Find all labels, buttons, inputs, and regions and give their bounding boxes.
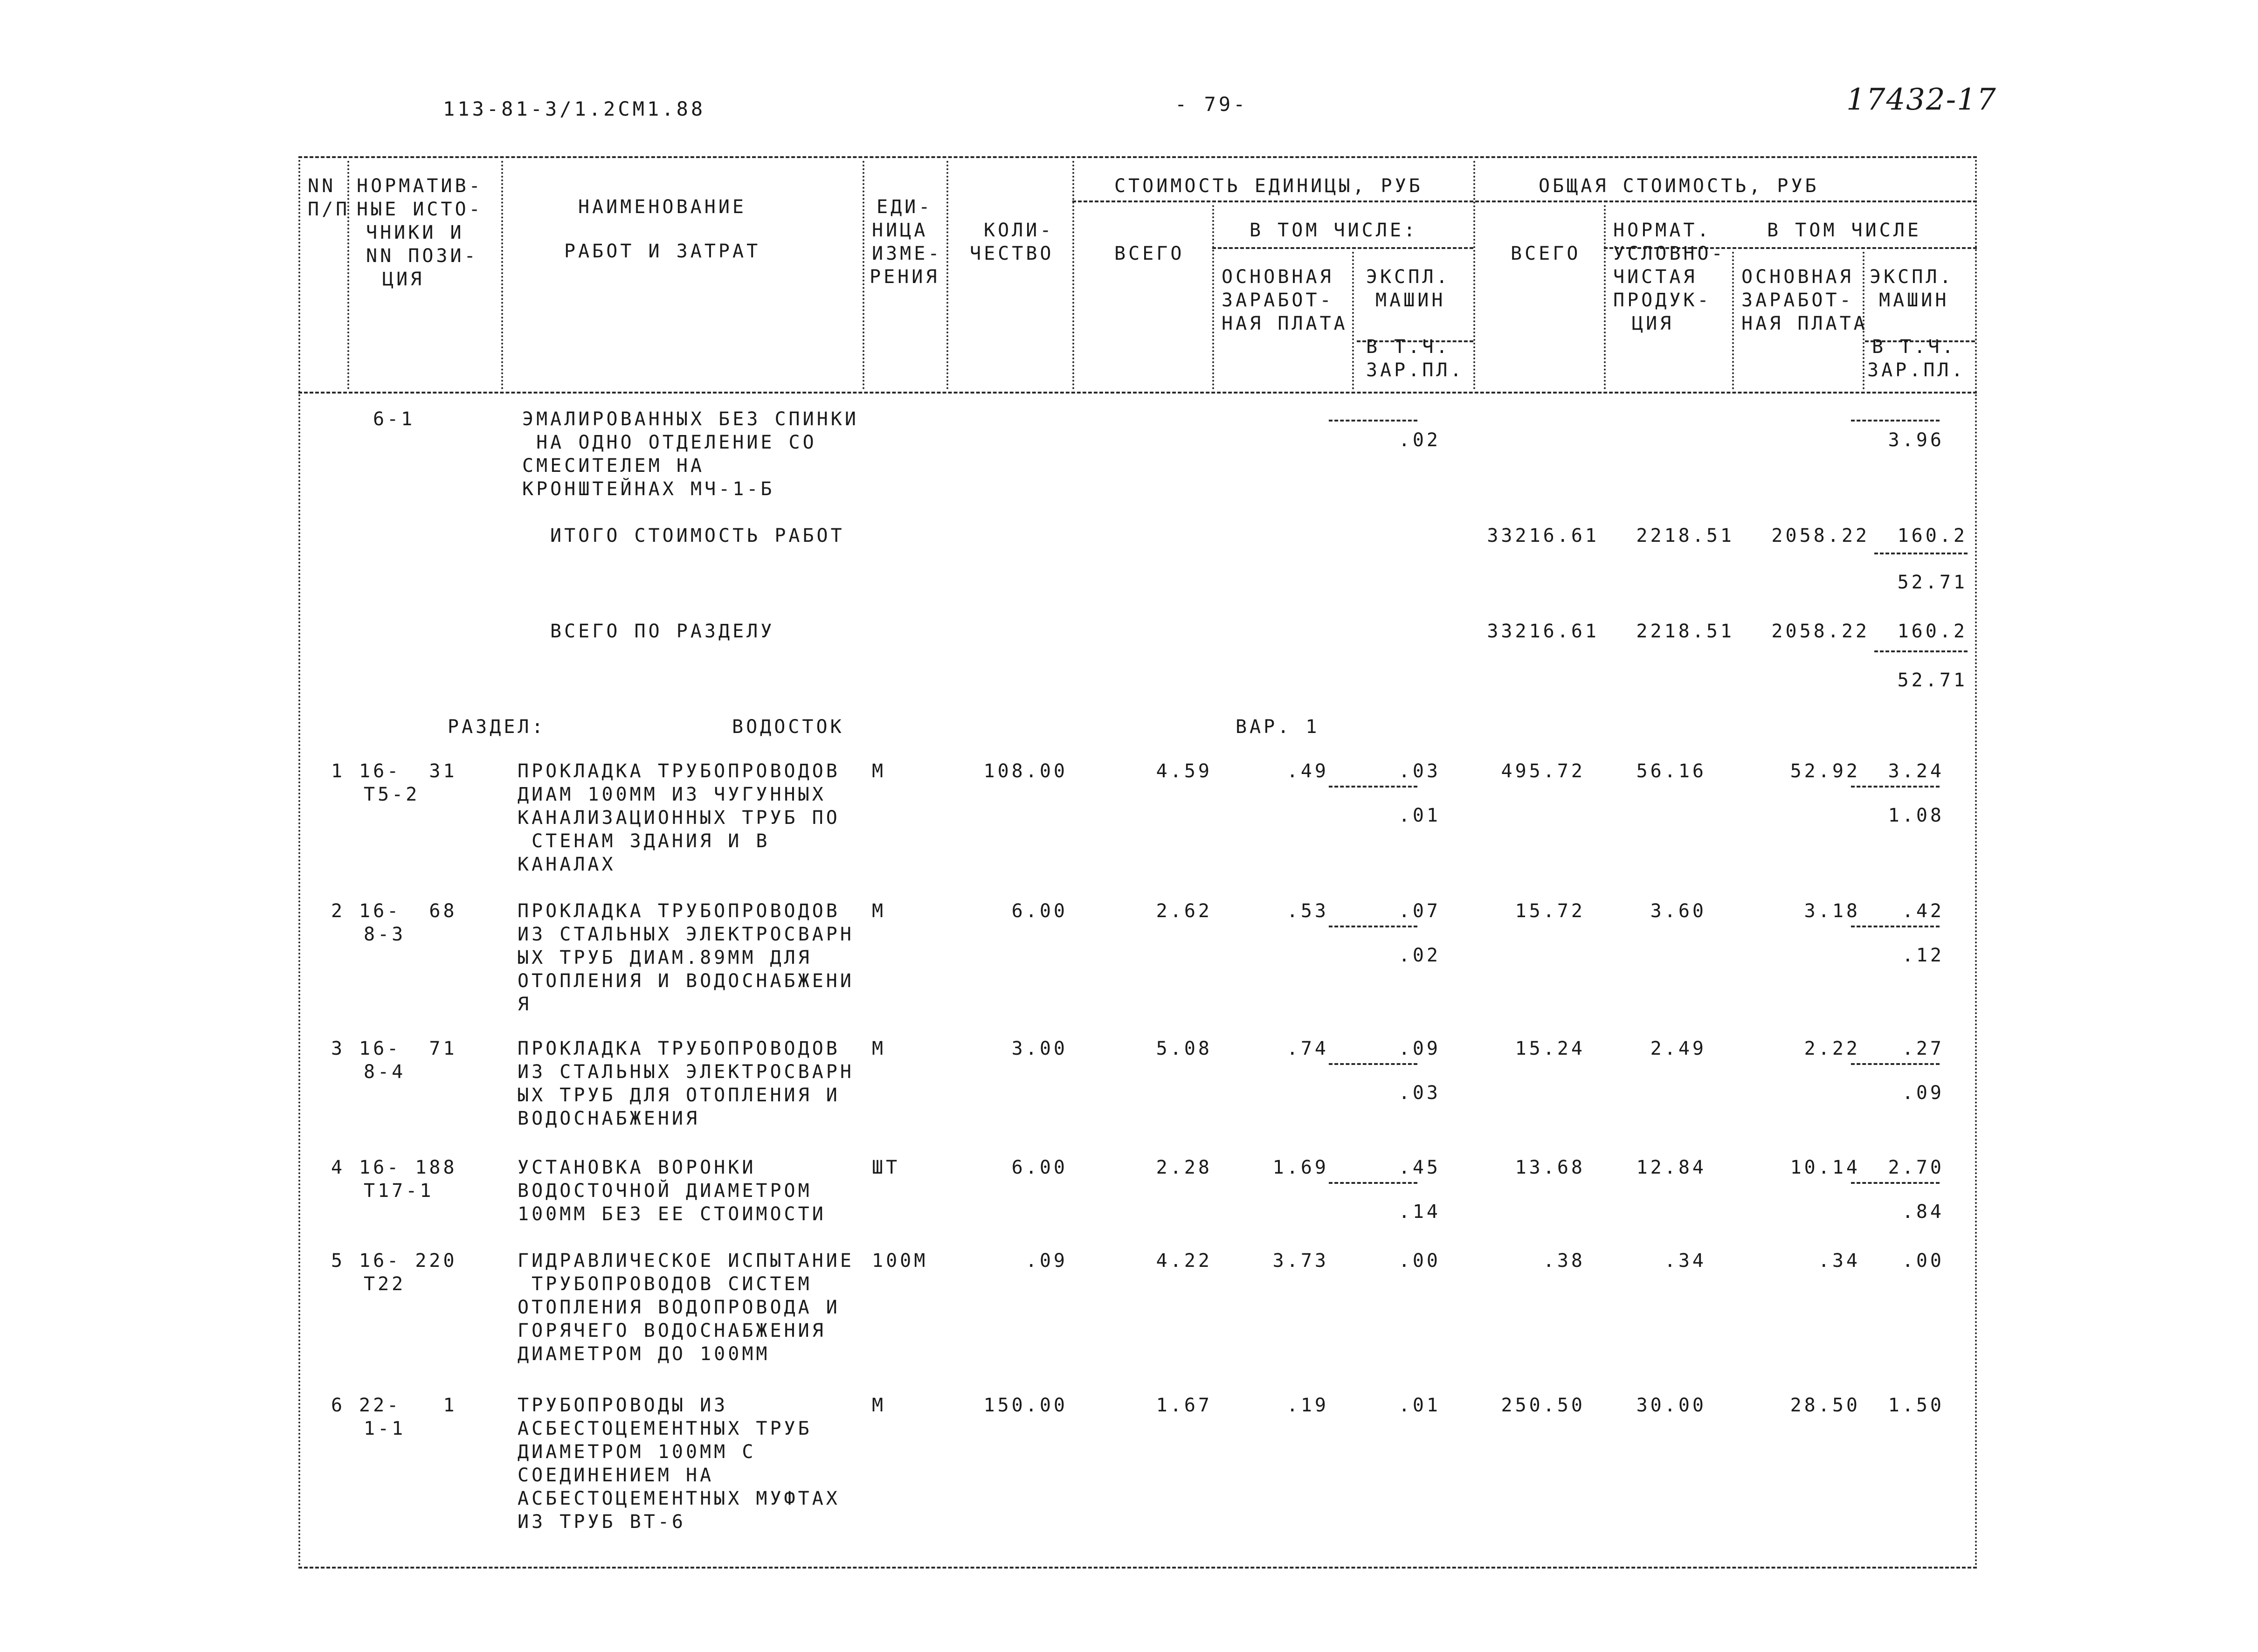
row-code: 16- 188 <box>359 1157 457 1178</box>
hdr-name-2: РАБОТ И ЗАТРАТ <box>564 241 761 262</box>
section-name: ВОДОСТОК <box>732 716 844 738</box>
hdr-norm-t-4: ПРОДУК- <box>1613 290 1712 311</box>
row-number: 3 <box>331 1038 345 1059</box>
total-works-norm: 2218.51 <box>1636 525 1734 546</box>
row-total-wage: .84 <box>1902 1201 1944 1223</box>
page-number: - 79- <box>1175 93 1248 116</box>
row-name-line: ТРУБОПРОВОДЫ ИЗ <box>518 1395 728 1416</box>
row-code: 16- 220 <box>359 1250 457 1272</box>
row-unit: ШТ <box>872 1157 900 1178</box>
row-name-line: СОЕДИНЕНИЕМ НА <box>518 1465 714 1486</box>
row-unit-basic: .49 <box>1286 760 1329 782</box>
table-top-border <box>298 156 1977 158</box>
row-unit-wage: .01 <box>1398 805 1441 826</box>
row-name-line: ИЗ ТРУБ ВТ-6 <box>518 1511 686 1533</box>
total-section-sum: 33216.61 <box>1487 621 1599 642</box>
section-variant: ВАР. 1 <box>1236 716 1320 738</box>
row-number: 5 <box>331 1250 345 1272</box>
row-unit-mach: .45 <box>1398 1157 1441 1178</box>
hdr-basic-3: НАЯ ПЛАТА <box>1222 313 1348 334</box>
total-section-mach-wage: 52.71 <box>1897 670 1968 691</box>
hdr-incl-wage-1: В Т.Ч. <box>1366 336 1450 358</box>
row-number: 2 <box>331 900 345 922</box>
row-unit-mach: .09 <box>1398 1038 1441 1059</box>
row-name-line: ИЗ СТАЛЬНЫХ ЭЛЕКТРОСВАРН <box>518 1061 854 1083</box>
hdr-unit-2: НИЦА <box>872 220 928 241</box>
hdr-norm-t-3: ЧИСТАЯ <box>1613 266 1698 288</box>
row-name-line: Я <box>518 994 532 1015</box>
hdr-mach-2: МАШИН <box>1375 290 1446 311</box>
hdr-incl-wage-t-2: ЗАР.ПЛ. <box>1867 359 1966 381</box>
row-total-wage-dash <box>1851 1182 1940 1184</box>
carry-name-2: НА ОДНО ОТДЕЛЕНИЕ СО <box>522 432 817 453</box>
header-inner-line <box>1212 247 1473 249</box>
total-section-mach: 160.2 <box>1897 621 1968 642</box>
row-number: 6 <box>331 1395 345 1416</box>
row-name-line: ВОДОСНАБЖЕНИЯ <box>518 1108 700 1129</box>
col-sep <box>501 161 503 389</box>
header-inner-line <box>1072 200 1977 202</box>
row-total-mach: 1.50 <box>1888 1395 1944 1416</box>
row-unit: М <box>872 1038 886 1059</box>
row-unit-basic: 1.69 <box>1272 1157 1329 1178</box>
row-total-wage: 1.08 <box>1888 805 1944 826</box>
row-total-mach: 2.70 <box>1888 1157 1944 1178</box>
row-qty: 108.00 <box>983 760 1068 782</box>
total-works-sum: 33216.61 <box>1487 525 1599 546</box>
row-code: 16- 68 <box>359 900 457 922</box>
row-name-line: ЫХ ТРУБ ДЛЯ ОТОПЛЕНИЯ И <box>518 1085 840 1106</box>
row-code-sub: Т5-2 <box>364 784 420 805</box>
carry-name-4: КРОНШТЕЙНАХ МЧ-1-Б <box>522 478 775 500</box>
hdr-norm-2: НЫЕ ИСТО- <box>357 199 483 220</box>
row-qty: 150.00 <box>983 1395 1068 1416</box>
hdr-incl-unit: В ТОМ ЧИСЛЕ: <box>1250 220 1418 241</box>
row-number: 4 <box>331 1157 345 1178</box>
total-works-mach-wage: 52.71 <box>1897 572 1968 593</box>
row-code: 22- 1 <box>359 1395 457 1416</box>
hdr-norm-1: НОРМАТИВ- <box>357 175 483 197</box>
row-total-basic: .34 <box>1818 1250 1860 1272</box>
row-total-norm: 30.00 <box>1636 1395 1706 1416</box>
col-sep <box>1072 161 1074 389</box>
hdr-total-cost: ОБЩАЯ СТОИМОСТЬ, РУБ <box>1539 175 1819 197</box>
row-total-wage: .09 <box>1902 1082 1944 1104</box>
row-name-line: ГОРЯЧЕГО ВОДОСНАБЖЕНИЯ <box>518 1320 826 1341</box>
row-number: 1 <box>331 760 345 782</box>
row-total-wage: .12 <box>1902 945 1944 966</box>
hdr-mach-t-2: МАШИН <box>1879 290 1949 311</box>
col-sep <box>1604 205 1606 389</box>
row-unit-all: 4.59 <box>1156 760 1212 782</box>
carry-name-1: ЭМАЛИРОВАННЫХ БЕЗ СПИНКИ <box>522 408 859 430</box>
row-name-line: КАНАЛАХ <box>518 854 616 875</box>
row-name-line: УСТАНОВКА ВОРОНКИ <box>518 1157 756 1178</box>
carry-wage-dash <box>1329 420 1417 422</box>
row-qty: 6.00 <box>1011 900 1068 922</box>
row-name-line: АСБЕСТОЦЕМЕНТНЫХ МУФТАХ <box>518 1488 840 1509</box>
hdr-unit-3: ИЗМЕ- <box>872 243 942 264</box>
row-name-line: ГИДРАВЛИЧЕСКОЕ ИСПЫТАНИЕ <box>518 1250 854 1272</box>
col-sep <box>347 161 349 389</box>
row-wage-dash <box>1329 1182 1417 1184</box>
row-name-line: ПРОКЛАДКА ТРУБОПРОВОДОВ <box>518 900 840 922</box>
row-total-all: .38 <box>1543 1250 1585 1272</box>
row-name-line: ДИАМЕТРОМ 100ММ С <box>518 1441 756 1463</box>
hdr-norm-4: NN ПОЗИ- <box>366 245 478 267</box>
hdr-incl-total: В ТОМ ЧИСЛЕ <box>1767 220 1921 241</box>
hdr-basic-t-3: НАЯ ПЛАТА <box>1741 313 1868 334</box>
row-total-basic: 3.18 <box>1804 900 1860 922</box>
row-total-basic: 52.92 <box>1790 760 1860 782</box>
row-name-line: ВОДОСТОЧНОЙ ДИАМЕТРОМ <box>518 1180 812 1202</box>
hdr-unit-cost: СТОИМОСТЬ ЕДИНИЦЫ, РУБ <box>1114 175 1423 197</box>
row-qty: 3.00 <box>1011 1038 1068 1059</box>
row-unit: 100М <box>872 1250 928 1272</box>
row-total-basic: 28.50 <box>1790 1395 1860 1416</box>
row-total-mach: .00 <box>1902 1250 1944 1272</box>
row-code: 16- 71 <box>359 1038 457 1059</box>
total-section-dash <box>1874 650 1968 652</box>
row-unit-wage: .03 <box>1398 1082 1441 1104</box>
hdr-qty-2: ЧЕСТВО <box>970 243 1054 264</box>
col-sep <box>946 161 948 389</box>
row-wage-dash <box>1329 786 1417 788</box>
hdr-mach-1: ЭКСПЛ. <box>1366 266 1450 288</box>
row-total-norm: 3.60 <box>1650 900 1706 922</box>
hdr-norm-3: ЧНИКИ И <box>366 222 464 243</box>
header-bottom-border <box>298 392 1977 394</box>
col-sep <box>863 161 864 389</box>
carry-wage: .02 <box>1398 429 1441 451</box>
hdr-name-1: НАИМЕНОВАНИЕ <box>578 196 746 218</box>
hdr-norm-5: ЦИЯ <box>382 269 425 290</box>
row-total-wage-dash <box>1851 926 1940 927</box>
hdr-pp: П/П <box>308 199 350 220</box>
hdr-basic-1: ОСНОВНАЯ <box>1222 266 1334 288</box>
hdr-basic-t-1: ОСНОВНАЯ <box>1741 266 1854 288</box>
hdr-unit-1: ЕДИ- <box>877 196 933 218</box>
hdr-all-unit: ВСЕГО <box>1114 243 1185 264</box>
hdr-basic-t-2: ЗАРАБОТ- <box>1741 290 1854 311</box>
hdr-incl-wage-t-1: В Т.Ч. <box>1872 336 1956 358</box>
hdr-nn: NN <box>308 175 336 197</box>
carry-total-dash <box>1851 420 1940 422</box>
row-unit-all: 2.62 <box>1156 900 1212 922</box>
table-left-border <box>298 156 300 1567</box>
carry-name-3: СМЕСИТЕЛЕМ НА <box>522 455 705 477</box>
row-name-line: ДИАМ 100ММ ИЗ ЧУГУННЫХ <box>518 784 826 805</box>
carry-code: 6-1 <box>373 408 415 430</box>
row-total-mach: .42 <box>1902 900 1944 922</box>
row-unit: М <box>872 900 886 922</box>
row-unit-basic: .19 <box>1286 1395 1329 1416</box>
row-unit-mach: .00 <box>1398 1250 1441 1272</box>
total-section-norm: 2218.51 <box>1636 621 1734 642</box>
row-total-basic: 2.22 <box>1804 1038 1860 1059</box>
row-total-norm: 12.84 <box>1636 1157 1706 1178</box>
row-code-sub: Т17-1 <box>364 1180 434 1202</box>
row-name-line: 100ММ БЕЗ ЕЕ СТОИМОСТИ <box>518 1203 826 1225</box>
row-total-mach: .27 <box>1902 1038 1944 1059</box>
hdr-norm-t-2: УСЛОВНО- <box>1613 243 1726 264</box>
row-unit-wage: .02 <box>1398 945 1441 966</box>
row-code: 16- 31 <box>359 760 457 782</box>
row-total-all: 250.50 <box>1501 1395 1585 1416</box>
handwritten-number: 17432-17 <box>1846 83 1997 117</box>
row-name-line: ОТОПЛЕНИЯ ВОДОПРОВОДА И <box>518 1297 840 1318</box>
row-total-all: 13.68 <box>1515 1157 1585 1178</box>
row-wage-dash <box>1329 1063 1417 1065</box>
row-name-line: ТРУБОПРОВОДОВ СИСТЕМ <box>518 1273 812 1295</box>
row-name-line: ДИАМЕТРОМ ДО 100ММ <box>518 1343 770 1365</box>
row-name-line: ОТОПЛЕНИЯ И ВОДОСНАБЖЕНИ <box>518 970 854 992</box>
total-section-label: ВСЕГО ПО РАЗДЕЛУ <box>550 621 775 642</box>
total-works-label: ИТОГО СТОИМОСТЬ РАБОТ <box>550 525 845 546</box>
row-name-line: СТЕНАМ ЗДАНИЯ И В <box>518 830 770 852</box>
row-unit-mach: .01 <box>1398 1395 1441 1416</box>
row-qty: .09 <box>1025 1250 1068 1272</box>
table-bottom-border <box>298 1567 1977 1569</box>
row-total-norm: 2.49 <box>1650 1038 1706 1059</box>
total-works-dash <box>1874 553 1968 554</box>
hdr-unit-4: РЕНИЯ <box>870 266 940 288</box>
row-total-all: 15.24 <box>1515 1038 1585 1059</box>
row-total-all: 495.72 <box>1501 760 1585 782</box>
section-label: РАЗДЕЛ: <box>448 716 546 738</box>
row-name-line: ИЗ СТАЛЬНЫХ ЭЛЕКТРОСВАРН <box>518 924 854 945</box>
row-code-sub: 8-3 <box>364 924 406 945</box>
row-code-sub: Т22 <box>364 1273 406 1295</box>
row-code-sub: 8-4 <box>364 1061 406 1083</box>
hdr-incl-wage-2: ЗАР.ПЛ. <box>1366 359 1464 381</box>
total-section-basic: 2058.22 <box>1771 621 1870 642</box>
row-total-wage-dash <box>1851 1063 1940 1065</box>
row-unit-all: 5.08 <box>1156 1038 1212 1059</box>
row-total-wage-dash <box>1851 786 1940 788</box>
row-unit-basic: 3.73 <box>1272 1250 1329 1272</box>
row-total-norm: .34 <box>1664 1250 1706 1272</box>
row-name-line: АСБЕСТОЦЕМЕНТНЫХ ТРУБ <box>518 1418 812 1439</box>
col-sep <box>1732 252 1734 389</box>
hdr-norm-t-5: ЦИЯ <box>1632 313 1674 334</box>
row-total-mach: 3.24 <box>1888 760 1944 782</box>
row-wage-dash <box>1329 926 1417 927</box>
row-qty: 6.00 <box>1011 1157 1068 1178</box>
row-unit-all: 1.67 <box>1156 1395 1212 1416</box>
row-unit-basic: .53 <box>1286 900 1329 922</box>
row-unit-all: 2.28 <box>1156 1157 1212 1178</box>
hdr-mach-t-1: ЭКСПЛ. <box>1870 266 1954 288</box>
total-works-mach: 160.2 <box>1897 525 1968 546</box>
row-name-line: ПРОКЛАДКА ТРУБОПРОВОДОВ <box>518 760 840 782</box>
hdr-all-total: ВСЕГО <box>1511 243 1581 264</box>
row-unit-mach: .03 <box>1398 760 1441 782</box>
row-total-basic: 10.14 <box>1790 1157 1860 1178</box>
row-unit: М <box>872 1395 886 1416</box>
row-unit: М <box>872 760 886 782</box>
col-sep <box>1352 252 1354 389</box>
row-name-line: ЫХ ТРУБ ДИАМ.89ММ ДЛЯ <box>518 947 812 968</box>
row-total-all: 15.72 <box>1515 900 1585 922</box>
hdr-norm-t-1: НОРМАТ. <box>1613 220 1712 241</box>
total-works-basic: 2058.22 <box>1771 525 1870 546</box>
hdr-basic-2: ЗАРАБОТ- <box>1222 290 1334 311</box>
row-unit-all: 4.22 <box>1156 1250 1212 1272</box>
carry-total-wage: 3.96 <box>1888 429 1944 451</box>
row-code-sub: 1-1 <box>364 1418 406 1439</box>
row-name-line: ПРОКЛАДКА ТРУБОПРОВОДОВ <box>518 1038 840 1059</box>
hdr-qty-1: КОЛИ- <box>984 220 1054 241</box>
row-name-line: КАНАЛИЗАЦИОННЫХ ТРУБ ПО <box>518 807 840 829</box>
row-total-norm: 56.16 <box>1636 760 1706 782</box>
row-unit-basic: .74 <box>1286 1038 1329 1059</box>
row-unit-wage: .14 <box>1398 1201 1441 1223</box>
document-code: 113-81-3/1.2СМ1.88 <box>443 97 706 120</box>
table-right-border <box>1975 156 1977 1567</box>
row-unit-mach: .07 <box>1398 900 1441 922</box>
col-sep <box>1473 161 1475 389</box>
col-sep <box>1212 205 1214 389</box>
